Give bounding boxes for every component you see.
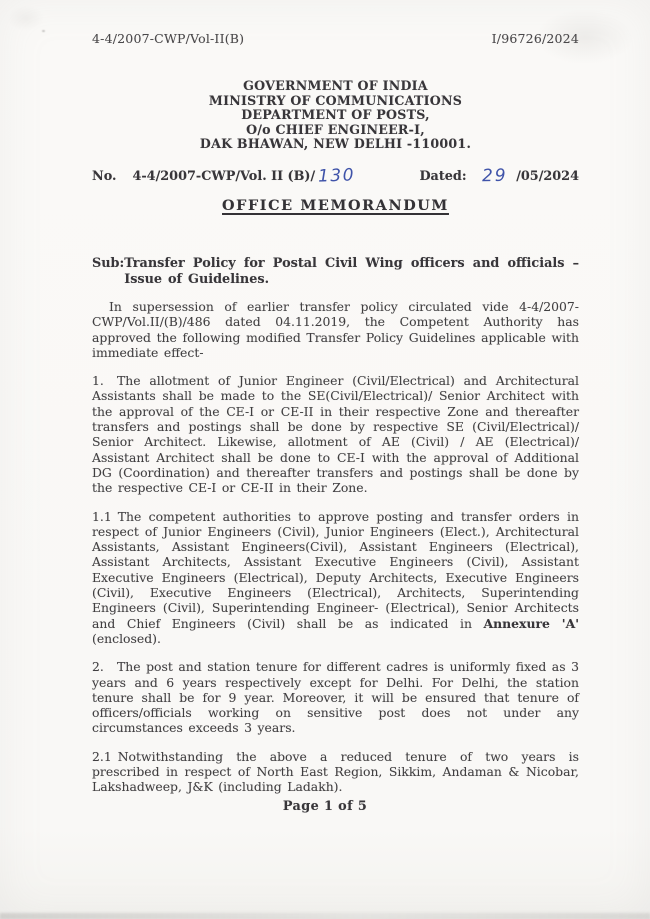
paragraph-1-number: 1. (92, 373, 104, 389)
paragraph-1-1-text-end: (enclosed). (92, 630, 161, 646)
annexure-reference: Annexure 'A' (483, 615, 579, 631)
letterhead (92, 79, 579, 152)
handwritten-serial-number: 130 (317, 165, 356, 187)
memo-content (92, 0, 579, 795)
scan-speck (42, 30, 45, 32)
paragraph-1-text: The allotment of Junior Engineer (Civil/Electrical) and Architectural Assistants shall be made to the SE(Civil/Electrical)/ Senior Architect with the approval of the CE-I or CE-II in their respective Zone and thereafter transfers and postings shall be done by respective SE (Civil/Electrical)/ Senior Architect. Likewise, allotment of AE (Civil) / AE (Electrical)/ Assistant Architect shall be done to CE-I with the approval of Additional DG (Coordination) and thereafter transfers and postings shall be done by the respective CE-I or CE-II in their Zone. (92, 373, 579, 496)
letterhead-line-ministry: MINISTRY OF COMMUNICATIONS (208, 92, 463, 108)
memo-file-number: 4-4/2007-CWP/Vol. II (B)/ (132, 168, 316, 184)
intro-paragraph: In supersession of earlier transfer policy circulated vide 4-4/2007-CWP/Vol.II/(B)/486 dated 04.11.2019, the Competent Authority has approved the following modified Transfer Policy Guidelines applicable with immediate effect- (92, 298, 579, 360)
paragraph-2-1-text: Notwithstanding the above a reduced tenure of two years is prescribed in respect of North East Region, Sikkim, Andaman & Nicobar, Lakshadweep, J&K (including Ladakh). (92, 748, 579, 795)
letterhead-line-government: GOVERNMENT OF INDIA (243, 78, 428, 93)
memo-number-row (92, 165, 579, 185)
paragraph-1 (92, 373, 579, 495)
file-reference: 4-4/2007-CWP/Vol-II(B) (92, 31, 245, 46)
diary-number: I/96726/2024 (491, 31, 579, 46)
letterhead-line-address: DAK BHAWAN, NEW DELHI -110001. (199, 136, 472, 152)
letterhead-line-office: O/o CHIEF ENGINEER-I, (246, 121, 425, 137)
memo-title: OFFICE MEMORANDUM (222, 196, 449, 214)
paragraph-2-text: The post and station tenure for different cadres is uniformly fixed as 3 years and 6 years respectively except for Delhi. For Delhi, the station tenure shall be for 9 year. Moreover, it will be ensured that tenure of officers/officials working on sensitive post does not under any circumstances exceeds 3 years. (92, 659, 579, 736)
subject-label: Sub: (92, 255, 125, 271)
letterhead-line-department: DEPARTMENT OF POSTS, (241, 107, 430, 123)
paragraph-2 (92, 659, 579, 735)
page-footer: Page 1 of 5 (282, 799, 368, 814)
paragraph-2-1-number: 2.1 (92, 748, 112, 764)
paragraph-2-number: 2. (92, 659, 104, 675)
paragraph-1-1-text: The competent authorities to approve posting and transfer orders in respect of Junior Engineers (Civil), Junior Engineers (Elect.), Architectural Assistants, Assistant Engineers(Civil), Assistant Engineers (Electrical), Assistant Architects, Assistant Executive Engineers (Civil), Assistant Executive Engineers (Electrical), Deputy Architects, Executive Engineers (Civil), Executive Engineers (Electrical), Architects, Superintending Engineers (Civil), Superintending Engineer- (Electrical), Senior Architects and Chief Engineers (Civil) shall be as indicated in (92, 508, 579, 631)
handwritten-day: 29 (481, 165, 508, 187)
dated-label: Dated: (419, 168, 467, 184)
subject-row (92, 256, 579, 288)
scan-edge-smudge (0, 913, 650, 919)
subject-text: Transfer Policy for Postal Civil Wing officers and officials – Issue of Guidelines. (124, 255, 579, 287)
date-month-year: /05/2024 (516, 168, 579, 184)
reference-row (92, 0, 579, 46)
paragraph-2-1 (92, 749, 579, 795)
paragraph-1-1-number: 1.1 (92, 508, 112, 524)
memo-title-row (92, 195, 579, 214)
memo-number-label: No. (92, 168, 117, 184)
paragraph-1-1 (92, 509, 579, 647)
